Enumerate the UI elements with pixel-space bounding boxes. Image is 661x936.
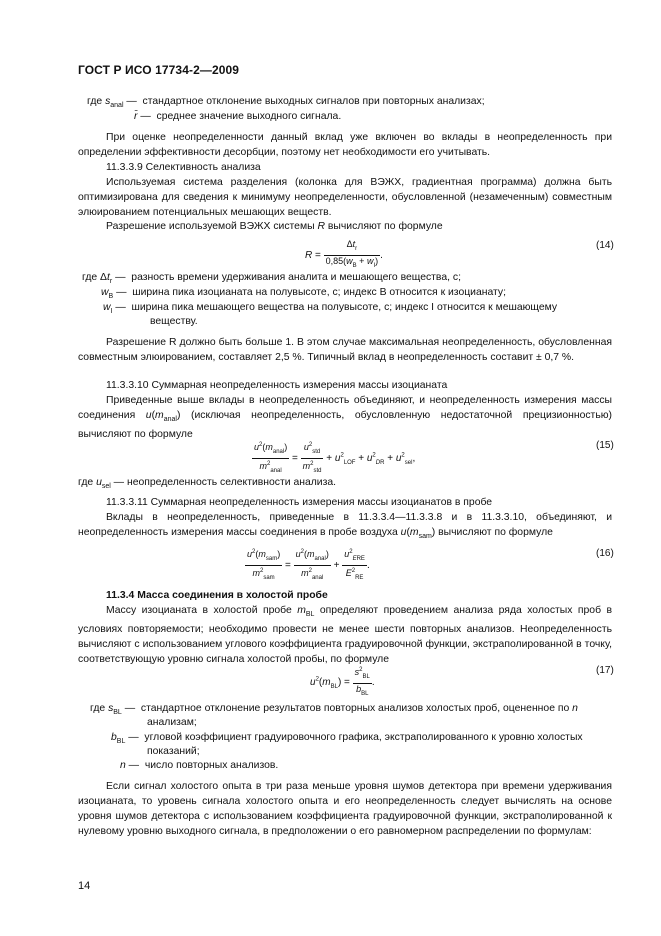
equation-number-15: (15): [596, 440, 614, 451]
formula-16: $\frac{u^2(m_{sam})}{m^2_{sam}}$ = $\frac{u^2(m_{anal})}{m^2_{anal}}$ + $\frac{u^2_{ERE}}{E^2_{RE}}$ .: [247, 549, 370, 581]
paragraph-blank-mass: Массу изоцианата в холостой пробе $m_{BL}$ определяют проведением анализа ряда холостых проб в условиях повторяемости; необходимо провести не менее шести повторных анализов. Неопределенность вычисляют с использованием углового коэффициента градуировочной функции, экстраполированной в точку, соответствующую уровню сигнала холостой пробы, по формуле: [78, 605, 613, 666]
paragraph-sample-uncertainty: Вклады в неопределенность, приведенные в 11.3.3.4—11.3.3.8 и в 11.3.3.10, объединяют, и неопределенность измерения массы соединения в пробе воздуха $u(m_{sam})$ вычисляют по формуле: [78, 512, 612, 541]
definition-s-anal: где $s_{anal}$ — стандартное отклонение выходных сигналов при повторных анализах;: [87, 96, 485, 110]
definition-n: n — число повторных анализов.: [120, 760, 279, 771]
document-header: ГОСТ Р ИСО 17734-2—2009: [78, 63, 240, 77]
definition-delta-tr: где $\Delta t_r$ — разность времени удерживания аналита и мешающего вещества, с;: [82, 272, 461, 286]
formula-17: $u^2(m_{BL})$ = $\frac{s^2_{BL}}{b_{BL}}$ .: [310, 667, 375, 697]
formula-14: R = $\frac{\Delta t_r}{0,85(w_B + w_I)}$ .: [305, 239, 383, 269]
definition-u-sel: где $u_{sel}$ — неопределенность селективности анализа.: [78, 477, 337, 491]
definition-w-i-cont: веществу.: [150, 316, 198, 327]
definition-w-i: $w_I$ — ширина пика мешающего вещества на полувысоте, с; индекс I относится к мешающему: [103, 302, 558, 316]
equation-number-17: (17): [596, 665, 614, 676]
section-11-3-3-11-heading: 11.3.3.11 Суммарная неопределенность измерения массы изоцианатов в пробе: [106, 497, 493, 508]
section-11-3-3-10-heading: 11.3.3.10 Суммарная неопределенность измерения массы изоцианата: [106, 380, 448, 391]
paragraph-resolution-requirement: Разрешение R должно быть больше 1. В этом случае максимальная неопределенность, обусловленная совместным элюированием, составляет 2,5 %. Типичный вклад в неопределенность составит ± 0,7 %.: [78, 337, 612, 363]
paragraph-combined-uncertainty: Приведенные выше вклады в неопределенность объединяют, и неопределенность измерения массы соединения $u(m_{anal})$ (исключая неопределенность, обусловленную недостаточной прецизионностью) вычисляют по формуле: [78, 395, 612, 441]
equation-number-16: (16): [596, 548, 614, 559]
paragraph-uncertainty-desorption: При оценке неопределенности данный вклад уже включен во вклады в неопределенность при определении эффективности десорбции, поэтому нет необходимости его учитывать.: [78, 132, 612, 158]
section-11-3-3-9-heading: 11.3.3.9 Селективность анализа: [106, 162, 261, 173]
definition-w-b: $w_B$ — ширина пика изоцианата на полувысоте, с; индекс B относится к изоцианату;: [101, 287, 507, 301]
definition-b-bl-cont: показаний;: [147, 746, 200, 757]
formula-15: $\frac{u^2(m_{anal})}{m^2_{anal}}$ = $\frac{u^2_{std}}{m^2_{std}}$ + $u^2_{LOF} + u^2_{DR} + u^2_{sel}$,: [254, 442, 416, 474]
section-11-3-4-heading: 11.3.4 Масса соединения в холостой пробе: [106, 590, 328, 601]
definition-s-bl: где $s_{BL}$ — стандартное отклонение результатов повторных анализов холостых проб, оцененное по n: [90, 703, 578, 717]
paragraph-blank-noise: Если сигнал холостого опыта в три раза меньше уровня шумов детектора при времени удерживания изоцианата, то уровень сигнала холостого опыта и его неопределенность следует вычислять на основе уровня шумов детектора с использованием коэффициента градуировочной функции, экстраполированной к нулевому уровню выходного сигнала, в предположении о его равномерном распределении по формулам:: [78, 781, 612, 837]
paragraph-separation-system: Используемая система разделения (колонка для ВЭЖХ, градиентная программа) должна быть оптимизирована для сведения к минимуму неопределенности, обусловленной (незамеченным) совместным элюированием потенциальных мешающих веществ.: [78, 177, 612, 218]
definition-b-bl: $b_{BL}$ — угловой коэффициент градуировочного графика, экстраполированного к уровню холостых: [111, 732, 583, 746]
page-number: 14: [78, 880, 91, 892]
paragraph-resolution-formula-intro: Разрешение используемой ВЭЖХ системы R вычисляют по формуле: [106, 221, 443, 232]
equation-number-14: (14): [596, 240, 614, 251]
definition-r-bar: r̄ — среднее значение выходного сигнала.: [134, 111, 342, 122]
definition-s-bl-cont: анализам;: [147, 717, 197, 728]
